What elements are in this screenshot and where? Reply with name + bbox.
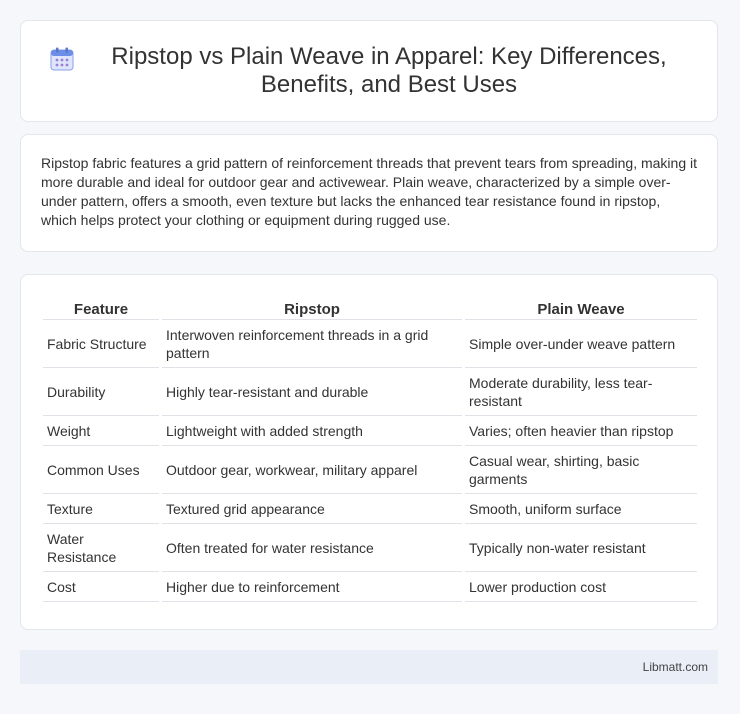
table-row	[43, 416, 697, 446]
cell-feature: Fabric Structure	[43, 320, 159, 368]
cell-ripstop: Often treated for water resistance	[162, 524, 462, 572]
cell-feature: Weight	[43, 416, 159, 446]
cell-plain-weave: Varies; often heavier than ripstop	[465, 416, 697, 446]
cell-ripstop: Higher due to reinforcement	[162, 572, 462, 602]
table-row	[43, 446, 697, 494]
cell-ripstop: Interwoven reinforcement threads in a grid pattern	[162, 320, 462, 368]
cell-ripstop: Highly tear-resistant and durable	[162, 368, 462, 416]
column-header-plain-weave: Plain Weave	[465, 297, 697, 320]
cell-ripstop: Lightweight with added strength	[162, 416, 462, 446]
column-header-feature: Feature	[43, 297, 159, 320]
cell-feature: Texture	[43, 494, 159, 524]
table-row	[43, 368, 697, 416]
cell-ripstop: Outdoor gear, workwear, military apparel	[162, 446, 462, 494]
cell-plain-weave: Smooth, uniform surface	[465, 494, 697, 524]
calendar-icon	[49, 46, 75, 72]
cell-plain-weave: Casual wear, shirting, basic garments	[465, 446, 697, 494]
cell-feature: Water Resistance	[43, 524, 159, 572]
footer-brand: Libmatt.com	[642, 660, 708, 674]
table-row	[43, 572, 697, 602]
intro-card	[20, 134, 718, 252]
footer	[20, 650, 718, 684]
header-card	[20, 20, 718, 122]
page-title: Ripstop vs Plain Weave in Apparel: Key Differences, Benefits, and Best Uses	[111, 43, 667, 98]
table-row	[43, 524, 697, 572]
cell-feature: Common Uses	[43, 446, 159, 494]
comparison-card	[20, 274, 718, 630]
intro-paragraph: Ripstop fabric features a grid pattern of reinforcement threads that prevent tears from spreading, making it more durable and ideal for outdoor gear and activewear. Plain weave, characterized by a simple over-under pattern, offers a smooth, even texture but lacks the enhanced tear resistance found in ripstop, which helps protect your clothing or equipment during rugged use.	[41, 155, 697, 228]
cell-feature: Durability	[43, 368, 159, 416]
table-header-row	[43, 297, 697, 320]
cell-plain-weave: Simple over-under weave pattern	[465, 320, 697, 368]
cell-plain-weave: Moderate durability, less tear-resistant	[465, 368, 697, 416]
table-row	[43, 320, 697, 368]
cell-plain-weave: Lower production cost	[465, 572, 697, 602]
cell-plain-weave: Typically non-water resistant	[465, 524, 697, 572]
table-row	[43, 494, 697, 524]
column-header-ripstop: Ripstop	[162, 297, 462, 320]
cell-feature: Cost	[43, 572, 159, 602]
title-wrap	[49, 43, 689, 99]
comparison-table	[40, 297, 700, 602]
cell-ripstop: Textured grid appearance	[162, 494, 462, 524]
